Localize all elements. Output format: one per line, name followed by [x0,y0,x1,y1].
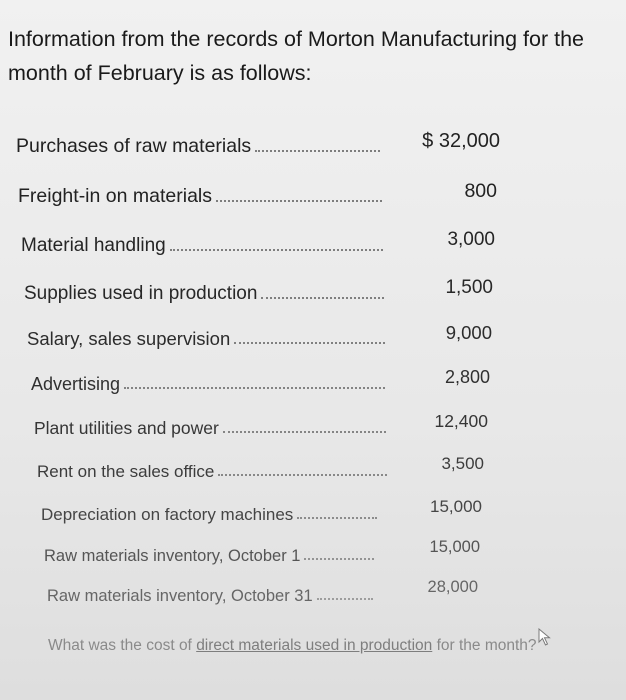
item-amount: 12,400 [434,411,488,431]
leader-dots [304,558,374,560]
list-item [21,229,383,257]
list-item [27,322,385,350]
list-item [44,538,374,566]
leader-dots [216,200,382,202]
leader-dots [317,598,373,600]
question-prefix: What was the cost of [48,637,197,654]
list-item [18,180,382,208]
item-label: Rent on the sales office [37,462,215,481]
leader-dots [255,150,380,152]
item-label: Material handling [21,235,166,256]
list-item [16,130,380,158]
item-amount: 15,000 [429,538,480,556]
list-item [47,578,373,606]
item-label: Raw materials inventory, October 1 [44,547,301,565]
list-item [37,454,387,482]
item-amount: 800 [464,180,497,202]
list-item [34,411,386,439]
item-amount: 3,000 [447,229,495,250]
leader-dots [218,474,387,476]
list-item [31,367,385,395]
leader-dots [170,249,383,251]
item-amount: $ 32,000 [422,130,500,152]
mouse-cursor-icon [538,628,552,646]
item-label: Raw materials inventory, October 31 [47,587,313,605]
item-amount: 15,000 [430,497,482,516]
question-text [48,634,608,658]
question-suffix: for the month? [432,637,537,654]
list-item [41,497,377,525]
leader-dots [223,431,386,433]
leader-dots [297,517,377,519]
item-label: Supplies used in production [24,283,258,304]
question-link[interactable]: direct materials used in production [196,637,433,654]
intro-line-1: Information from the records of Morton Manufacturing for the [8,27,584,51]
leader-dots [124,387,385,389]
item-label: Depreciation on factory machines [41,505,294,524]
item-label: Advertising [31,374,121,394]
item-amount: 28,000 [427,578,478,596]
leader-dots [234,342,385,344]
item-label: Salary, sales supervision [27,328,231,349]
item-label: Plant utilities and power [34,418,219,438]
item-amount: 9,000 [445,322,492,343]
item-amount: 3,500 [441,454,484,473]
intro-text [8,22,608,90]
item-amount: 2,800 [444,367,490,387]
item-label: Freight-in on materials [18,185,212,207]
intro-line-2: month of February is as follows: [8,61,312,85]
list-item [24,277,384,305]
leader-dots [261,297,384,299]
item-amount: 1,500 [445,277,493,298]
item-label: Purchases of raw materials [16,135,252,157]
